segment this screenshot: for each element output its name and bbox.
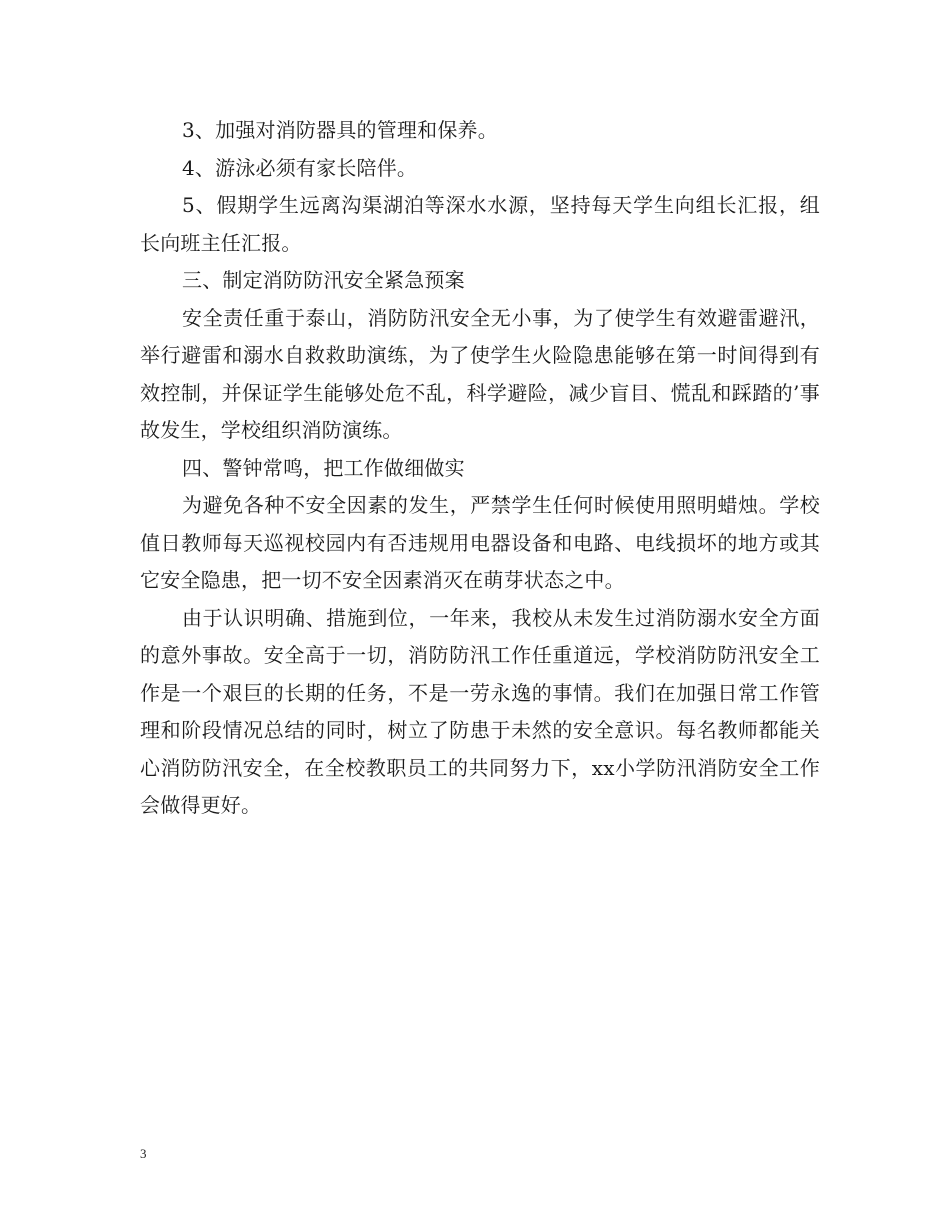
paragraph-item-5: 5、假期学生远离沟渠湖泊等深水水源，坚持每天学生向组长汇报，组长向班主任汇报。 — [140, 193, 820, 255]
paragraph-item-4: 4、游泳必须有家长陪伴。 — [182, 155, 418, 180]
document-body — [140, 112, 820, 825]
page-number: 3 — [140, 1146, 147, 1161]
paragraph-item-3: 3、加强对消防器具的管理和保养。 — [182, 118, 498, 142]
paragraph-emergency-plan: 安全责任重于泰山，消防防汛安全无小事，为了使学生有效避雷避汛，举行避雷和溺水自救救助演练，为了使学生火险隐患能够在第一时间得到有效控制，并保证学生能够处危不乱，科学避险，减少盲目、慌乱和踩踏的’事故发生，学校组织消防演练。 — [140, 305, 820, 442]
paragraph-conclusion: 由于认识明确、措施到位，一年来，我校从未发生过消防溺水安全方面的意外事故。安全高于一切，消防防汛工作任重道远，学校消防防汛安全工作是一个艰巨的长期的任务，不是一劳永逸的事情。我们在加强日常工作管理和阶段情况总结的同时，树立了防患于未然的安全意识。每名教师都能关心消防防汛安全，在全校教职员工的共同努力下，xx小学防汛消防安全工作会做得更好。 — [140, 605, 820, 817]
section-heading-3: 三、制定消防防汛安全紧急预案 — [182, 268, 465, 292]
paragraph-safety-measures: 为避免各种不安全因素的发生，严禁学生任何时候使用照明蜡烛。学校值日教师每天巡视校园内有否违规用电器设备和电路、电线损坏的地方或其它安全隐患，把一切不安全因素消灭在萌芽状态之中。 — [140, 493, 820, 592]
section-heading-4: 四、警钟常鸣，把工作做细做实 — [182, 455, 465, 480]
